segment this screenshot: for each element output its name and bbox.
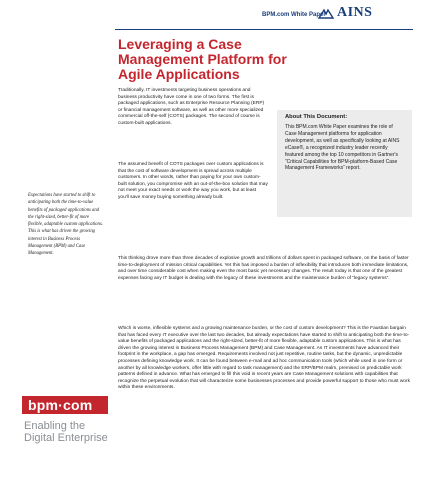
sidebar-quote: Expectations have started to shift to anticipating both the time-to-value benefits of packaged applications and the right-sized, better-fit of more flexible, adaptable custom applications. This is what has driven the growing interest in Business Process Management (BPM) and Case Management.	[28, 193, 103, 257]
header-divider	[115, 29, 413, 30]
bpm-logo-text: bpm·com	[28, 397, 93, 413]
intro-paragraph-2: The assumed benefit of COTS packages over custom applications is that the cost of software development is spread across multiple customers. In other words, rather than paying for your own custom-built solution, you compromise with an out-of-the-box solution that may not meet your exact needs or work the way you work, but at least you'll save money buying something already built.	[118, 162, 268, 200]
body-paragraph-1: This thinking drove more than three decades of explosive growth and trillions of dollars spent in packaged software, on the basis of faster time-to-deployment of mission critical capabilities. Yet this has imposed a burden of inflexibility that introduces both immediate limitations, and over time considerable cost when making even the most basic yet necessary changes. The result today is that one of the greatest expenses facing any IT budget is dealing with the legacy of these investments and the maintenance burden of “legacy systems”.	[118, 256, 409, 281]
footer-tagline: Enabling the Digital Enterprise	[24, 420, 108, 444]
page-title: Leveraging a Case Management Platform for Agile Applications	[118, 36, 287, 82]
brand-logo-text: AINS	[337, 5, 373, 20]
body-paragraph-2: Which is worse, inflexible systems and a growing maintenance burden, or the cost of custom development? This is the Faustian bargain that has faced every IT executive over the last two decades, but already expectations have started to shift to anticipating both the time-to-value benefits of packaged applications and the right-sized, better-fit of more flexible, adaptable custom applications. This is what has driven the growing interest in Business Process Management (BPM) and Case Management. As IT investments have advanced their footprint in the workplace, a gap has emerged. Requirements involved not just repetitive, routine tasks, but the dynamic, unpredictable processes defining knowledge work. It can be found between e-mail and ad hoc communication tools (which while used in one form or another by all knowledge workers, offer little with regard to task management) and the ERP/BPM realm, premised on predictable work patterns defined in advance. What has emerged to fill this void in recent years are Case Management solutions with capabilities that recognize the perpetual evolution that will characterize some businesses processes and provide powerful support to those who must work within these environments.	[118, 326, 410, 391]
ains-logo-icon	[318, 8, 334, 20]
whitepaper-tag: BPM.com White Paper	[262, 12, 326, 18]
about-heading: About This Document:	[285, 114, 348, 120]
about-body: This BPM.com White Paper examines the role of Case Management platforms for application development, as well as specifically looking at AINS eCase®, a recognized industry leader recently featured among the top 10 competitors in Gartner's “Critical Capabilities for BPM-platform-Based Case Management Frameworks” report.	[285, 124, 400, 172]
intro-paragraph-1: Traditionally, IT investments targeting business operations and business productivity have come in one of two forms. The first is packaged applications, such as Enterprise Resource Planning (ERP) or financial management software, as well as other more specialized commercial off-the-self (COTS) packages. The second of course is custom-built applications.	[118, 88, 265, 126]
